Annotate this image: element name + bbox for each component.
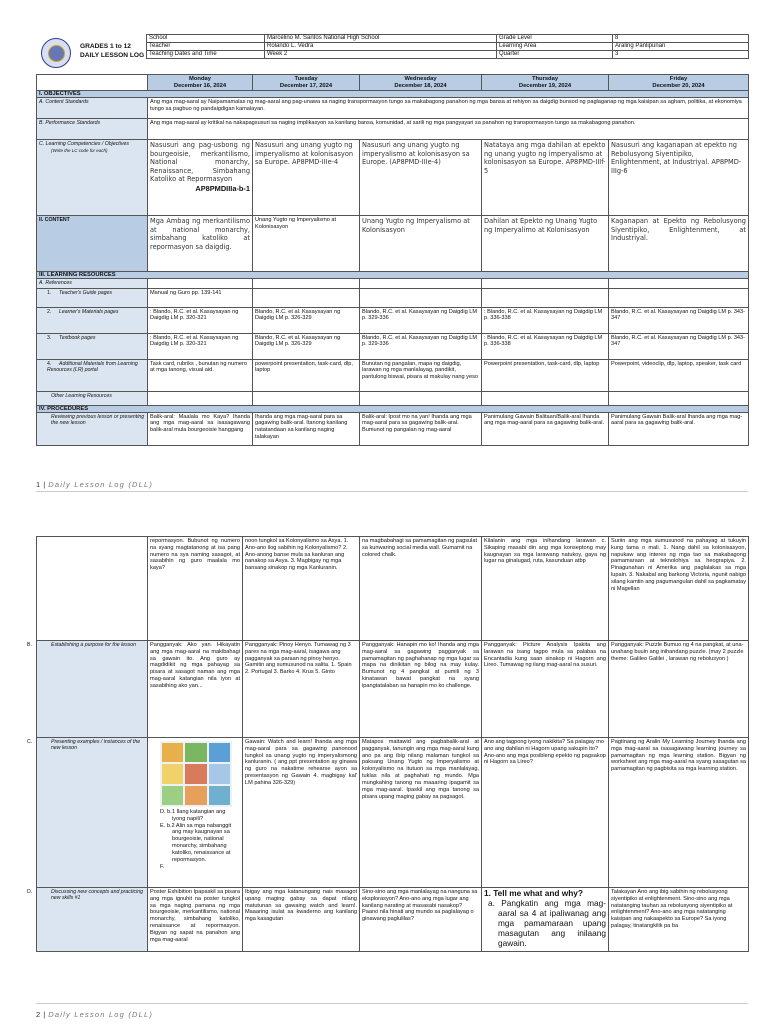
- header-row: School Marcelino M. Santos National High School Grade Level 8: [147, 35, 749, 43]
- reviewing-row: Reviewing previous lesson or presenting the new lesson Balik-aral: Maalala mo Kaya? Ihanda ang mga mag-aaral sa isasagawang balik-aral mula bourgeoisie hanggang Ihanda ang mga mag-aaral para sa gagawing balik-aral. Itanong kanilang natatandaan sa kanilang naging talakayan Balik-aral: Ipost mo na yan! Ihanda ang mga mag-aaral para sa gagawing balik-aral. Bumunot ng pangalan ng mag-aaral Panimulang Gawain Balitaan/Balik-aral Ihanda ang mga mag-aaral para sa gagawing balik-aral. Panimulang Gawain Balik-aral Ihanda ang mga mag-aaral para sa gagawing balik-aral.: [37, 412, 749, 445]
- header-row: Teacher Rolando L. Vedra Learning Area Araling Panlipunan: [147, 43, 749, 51]
- performance-standards-row: B. Performance Standards Ang mga mag-aaral ay kritikal na nakapagsusuri sa naging implikasyon sa kanilang bansa, komunidad, at sarili ng mga pangyayari sa panahon ng transpormasyon tungo sa makabagong panahon.: [37, 119, 749, 140]
- tg-row: 1. Teacher's Guide pages Manual ng Guro pp. 139-141: [37, 288, 749, 307]
- dll-title: GRADES 1 to 12 DAILY LESSON LOG: [80, 43, 145, 59]
- other-resources-row: Other Learning Resources: [37, 391, 749, 405]
- section-procedures: IV. PROCEDURES: [37, 405, 749, 412]
- header-row: Teaching Dates and Time Week 2 Quarter 3: [147, 51, 749, 59]
- footer: 1 | Daily Lesson Log (DLL): [36, 480, 154, 489]
- reviewing-row-continued: repormasyon. Bubunot ng numero na syang magtatanong at isa pang numero na sya naming sasagot, at sasabihin ng guro maalala mo kaya? noon tungkol sa Kolonyalismo sa Asya. 1. Ano-ano ilog sabihin ng Kolonyalismo? 2. Ano-anong banse mula sa kanluran ang nanakop sa Asya. 3. Magbigay ng mga bansang sinakop ng mga Kanluranin. na magbabahagi sa pamamagitan ng pagsulat sa kunwaring social media wall. Gumamit na colored chalk. Kilalanin ang mga inihandang larawan c. Sikaping masabi din ang mga konseptong may kaugnayan sa mga larawang natukoy, gaya ng lugar na ginalugad, ruta, kasunduan atbp Suriin ang mga sumusunod na pahayag at tukuyin kung tama o mali. 1. Nang dahil sa kolonisasyon, napukaw ang interes ng mga tao sa makabagong pamamaraan at teknolohiya sa heograpiya. 2. Pinagunahan ni Amerika ang paglalakas sa mga lupain. 3. Nakabal ang barkong Victoria, ngunit nabigo silang kamtin ang pagumangulan dahil sa pagkamatay ni Magellan: [37, 537, 749, 641]
- header-table: [146, 34, 749, 59]
- references-row: A. References: [37, 279, 749, 288]
- dll-continued-table: [27, 536, 749, 952]
- section-resources: III. LEARNING RESOURCES: [37, 272, 749, 279]
- tb-row: 3. Textbook pages : Blando, R.C. et al. Kasaysayan ng Daigdig LM p. 320-321 Blando, R.C. et al. Kasaysayan ng Daigdig LM p. 326-329 Blando, R.C. et al. Kasaysayan ng Daigdig LM p. 329-336 : Blando, R.C. et al. Kasaysayan ng Daigdig LM p. 336-338 Blando, R.C. et al. Kasaysayan ng Daigdig LM p. 343-347: [37, 333, 749, 359]
- competencies-row: C. Learning Competencies / Objectives (Write the LC code for each) Nasusuri ang pag-usbong ng bourgeoisie, merkantilismo, National monarchy, Renaissance, Simbahang Katoliko at Repormasyon AP8PMDIIIa-b-1 Nasusuri ang unang yugto ng imperyalismo at kolonisasyon sa Europe. AP8PMD-IIIe-4 Nasusuri ang unang yugto ng imperyalismo at kolonisasyon sa Europe. (AP8PMD-IIIe-4) Natataya ang mga dahilan at epekto ng unang yugto ng imperyalismo at kolonisasyon sa Europe. AP8PMD-IIIf-5 Nasusuri ang kaganapan at epekto ng Rebolusyong Siyentipiko, Enlightenment, at Industriyal. AP8PMD-IIIg-6: [37, 140, 749, 216]
- deped-seal-icon: [41, 38, 71, 68]
- discussing-row: D. Discussing new concepts and practicing new skills #1 Poster Exhibition Ipapaskil sa pisara ang mga ignuhit na poster tungkol sa mga naging pamana ng mga bourgeoisie, merkantilismo, national monarchy, simbahang katoliko, renaissance at repormasyon. Bigyan ng sapat na panahon ang mga mag-aaral Ibigay ang mga katanungang nais masagot upang maging gabay sa dapat nilang matutunan sa gawaing watch and learn!. Maaaring isulat sa kwaderno ang kanilang mga kasagutan Sino-sino ang mga manlalayag na nanguna sa eksplorasyon? Ano-ano ang mga lugar ang kanilang narating at masasabi nasakop? Paano nila hinati ang mundo sa paglalayag o ginawang paglulilas? 1. Tell me what and why? a. Pangkatin ang mga mag-aaral sa 4 at ipaliwanag ang mga pamamaraan upang masagutan ang inilaang gawain. Talakayan Ano ang ibig sabihin ng rebolusyong siyentipiko at enlightenment. Sino-sino ang mga natatanging tauhan sa rebolusyong siyentipiko at enlightenment? Ano-ano ang mga natatanging kaisipan ang nakaapekto sa Europe? Sa iyong palagay, tinatangkilik pa ba: [37, 888, 749, 952]
- footer-divider: [36, 491, 748, 492]
- day-header-row: [37, 75, 749, 91]
- day-header: Tuesday December 17, 2024: [253, 75, 360, 91]
- dll-main-table: [36, 74, 749, 446]
- day-header: Monday December 16, 2024: [148, 75, 253, 91]
- traits-chart-image: [160, 741, 232, 807]
- additional-row: 4. Additional Materials from Learning Resources (LR) portal Task card, rubriks , bunutan ng numero at mga tanong, visual aid. powerpoint presentation, task-card, dlp, laptop Bunutan ng pangalan, mapa ng daigdig, larawan ng mga manlalayag, pandikit, pantulong biswal, pisara at makulay nang yeso Powerpoint presentation, task-card, dlp, laptop Powerpoint, videoclip, dlp, laptop, speaker, task card: [37, 359, 749, 391]
- presenting-row: C. Presenting examples / instances of the new lesson D. b.1 Ilang katangian ang iyong napili? E. b.2 Alin sa mga nabanggit ang may kaugnayan sa bourgeoisie, national monarchy, simbahang katoliko, renaissance at repormasyon. F. Gawain: Watch and learn! Ihanda ang mga mag-aaral para sa gagawing panonood tungkol sa unang yugto ng imperyalismong kanluranin. ( ang ppt presentation ay ginawa ng guro na nakatime rehearse ayon sa presentasyon ng Gawain 4. magbigay kal' LM pahina 326-329) Matapos maitawid ang pagbabalik-aral at pagganyak, tanungin ang mga mag-aaral kung ano pa ang ibig nilang malaman tungkol sa paksang Unang Yugto ng Imperyalismo at kolonyalismo na itutuon sa mga manlalayag, tuklas nila at paghahati ng mundo. Mga mungkahing tanong na maaaring ipagamit sa mga mag-aaral. Ipaskil ang mga tanong sa pisara upang maging gabay sa pagsagot. Ano ang tagpong iyong nakikita? Sa palagay mo ano ang dahilan ni Hagorn upang sakupin ito? Ano-ano ang mga posibleng epekto ng pagsakop ni Hagorn sa Lireo? Pagtinang ng Aralin My Learning Journey Ihanda ang mga mag-aaral sa isasagawang learning journey sa pamamagitan ng mga learning station. Bigyan ng worksheet ang mga mag-aaral na syang sasagutan sa pamamagitan ng pagbisita sa mga learning station.: [37, 738, 749, 888]
- day-header: Wednesday December 18, 2024: [360, 75, 482, 91]
- purpose-row: B. Establishing a purpose for the lesson Pangganyak: Ako yan. Hikayatin ang mga mag-aaral na makibahagi sa gawain ito. Ang guro ay magdidikit ng mga pahayag sa pisara at sasagot naman ang mga mag-aaral katangian nila iyon at sasabihing ako yan... Pangganyak: Pinoy Henyo. Tumawag ng 3 pares na mga mag-aaral, isagawa ang pagganyak sa paraan ng pinoy henyo. Gamitin ang sumusunod na salita. 1. Spain 2. Portugal 3. Barko 4. Krus 5. Ginto Pangganyak: Hanapin mo ko! Ihanda ang mga mag-aaral sa gagawing pagganyak sa pamamagitan ng paghahanap ng mga lugar sa mapa na dinikitan ng bilog na may kulay. Bumunot ng 4 pangkat at pumili ng 3 kinatawan bawat pangkat na syang ipangtatalaban sa hanapin mo ko challenge. Pangganyak: Picture Analysis Ipakita ang larawan na isang tagpo mula sa palabas na Encantadia kung saan sinakop ni Hagorn ang Lireo. Tumawag ng ilang mag-aaral na susuri. Pangganyak: Puzzle Bumuo ng 4 na pangkat, at una-unahang buuin ang inihandang puzzle. (may 2 puzzle theme: Galileo Galilei , larawan ng rebolusyon ): [37, 641, 749, 738]
- lm-row: 2. Learner's Materials pages : Blando, R.C. et al. Kasaysayan ng Daigdig LM p. 320-321 Blando, R.C. et al. Kasaysayan ng Daigdig LM p. 326-329 Blando, R.C. et al. Kasaysayan ng Daigdig LM p. 329-336 : Blando, R.C. et al. Kasaysayan ng Daigdig LM p. 336-338 Blando, R.C. et al. Kasaysayan ng Daigdig LM p. 343-347: [37, 307, 749, 333]
- content-row: II. CONTENT Mga Ambag ng merkantilismo at national monarchy, simbahang katoliko at repormasyon sa daigdig. Unang Yugto ng Imperyalismo at Kolonisasyon Unang Yugto ng Imperyalismo at Kolonisasyon Dahilan at Epekto ng Unang Yugto ng Imperyalimo at Kolonisasyon Kaganapan at Epekto ng Rebolusyong Siyentipiko, Enlightenment, at Industriyal.: [37, 216, 749, 272]
- footer-divider: [36, 1003, 748, 1004]
- section-objectives: I. OBJECTIVES: [37, 91, 749, 98]
- content-standards-row: A. Content Standards Ang mga mag-aaral ay Naipamamalas ng mag-aaral ang pag-unawa sa naging transpormasyon tungo sa makabagong panahon ng mga bansa at rehiyon sa daigdig bunsod ng paglaganap ng mga kaisipan sa agham, politika, at ekonomiya tungo sa pagbuo ng pandaigdigan kamalayan.: [37, 98, 749, 119]
- day-header: Friday December 20, 2024: [609, 75, 749, 91]
- footer: 2 | Daily Lesson Log (DLL): [36, 1010, 154, 1019]
- day-header: Thursday December 19, 2024: [482, 75, 609, 91]
